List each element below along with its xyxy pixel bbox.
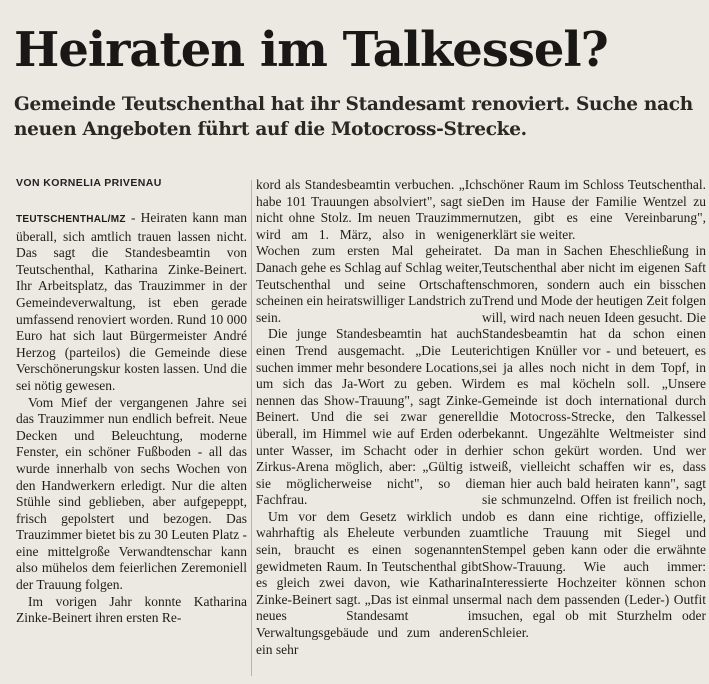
paragraph: Vom Mief der vergangenen Jahre sei das Trauzimmer nun endlich befreit. Neue Decken und Beleuchtung, moderne Fenster, ein schöner Fußboden - all das wurde innerhalb von sechs Wochen von den Handwerkern erledigt. Nur die alten Stühle sind geblieben, aber aufgepeppt, frisch gepolstert und bezogen. Das Trauzimmer bietet bis zu 30 Leuten Platz - eine mittelgroße Verwandtenschar kann also mühelos dem feierlichen Zeremoniell der Trauung folgen. — [16, 394, 247, 593]
article-column-2 — [256, 177, 482, 677]
paragraph: kord als Standesbeamtin verbuchen. „Ich habe 101 Trauungen absolviert", sagt sie nicht ohne Stolz. Im neuen Trauzimmer wird am 1. März, also in wenigen Wochen zum ersten Mal geheiratet. Danach gehe es Schlag auf Schlag weiter, Teutschenthal und seine Ortschaften scheinen ein heiratswilliger Landstrich zu sein. — [256, 177, 482, 325]
paragraph: Um vor dem Gesetz wirklich und wahrhaftig als Eheleute verbunden zu sein, braucht es einen sogenannten gewidmeten Raum. In Teutschenthal gibt es gleich zwei davon, wie Katharina Zinke-Beinert sagt. „Das ist einmal unser neues Standesamt im Verwaltungsgebäude und zum anderen ein sehr — [256, 508, 482, 657]
article-column-1 — [16, 210, 247, 680]
paragraph: Die junge Standesbeamtin hat auch einen Trend ausgemacht. „Die Leute suchen immer mehr besondere Locations, um sich das Ja-Wort zu geben. Wir nennen das Show-Trauung", sagt Zinke-Beinert. Und die sei zwar generell überall, im Himmel wie auf Erden oder unter Wasser, im Schacht oder in der Zirkus-Arena möglich, aber: „Gültig ist sie möglicherweise nicht", so die Fachfrau. — [256, 326, 482, 508]
byline: VON KORNELIA PRIVENAU — [16, 177, 162, 189]
article-column-3 — [482, 177, 706, 677]
headline: Heiraten im Talkessel? — [14, 22, 608, 78]
subheadline: Gemeinde Teutschenthal hat ihr Standesamt renoviert. Suche nach neuen Angeboten führt auf die Motocross-Strecke. — [14, 94, 693, 140]
paragraph: Da man in Sachen Eheschließung in Teutschenthal aber nicht im eigenen Saft schmoren, sondern auch ein bisschen Trend und Mode der heutigen Zeit folgen will, wird nach neuen Ideen gesucht. Die Standesbeamtin hat da schon einen richtigen Knüller vor - und beteuert, es sei ja alles noch nicht in dem Topf, in dem es mal köcheln soll. „Unsere Gemeinde ist doch international durch die Motocross-Strecke, den Talkessel bekannt. Ungezählte Weltmeister sind hier schon gekürt worden. Und wer weiß, vielleicht schaffen wir es, dass man hier auch bald heiraten kann", sagt sie schmunzelnd. Offen ist freilich noch, ob es dann eine richtige, offizielle, amtliche Trauung mit Siegel und Stempel geben kann oder die erwähnte Show-Trauung. Wie auch immer: Interessierte Hochzeiter können schon mal nach dem passenden (Leder-) Outfit suchen, egal ob mit Sturzhelm oder Schleier. — [482, 243, 706, 641]
paragraph — [16, 210, 247, 395]
paragraph-text: - Heiraten kann man überall, sich amtlich trauen lassen nicht. Das sagt die Standesbeamtin von Teutschenthal, Katharina Zinke-Beinert. Ihr Arbeitsplatz, das Trauzimmer in der Gemeindeverwaltung, ist eben gerade umfassend renoviert worden. Rund 10 000 Euro hat sich laut Bürgermeister André Herzog (parteilos) die Gemeinde diese Verschönerungskur kosten lassen. Und die sei nötig gewesen. — [16, 210, 247, 393]
dateline: TEUTSCHENTHAL/MZ — [16, 214, 126, 225]
paragraph: Im vorigen Jahr konnte Katharina Zinke-Beinert ihren ersten Re- — [16, 593, 247, 626]
column-divider — [251, 180, 252, 676]
paragraph: schöner Raum im Schloss Teutschenthal. Den im Hause der Familie Wentzel zu nutzen, gibt es eine Vereinbarung", erklärt sie weiter. — [482, 177, 706, 242]
